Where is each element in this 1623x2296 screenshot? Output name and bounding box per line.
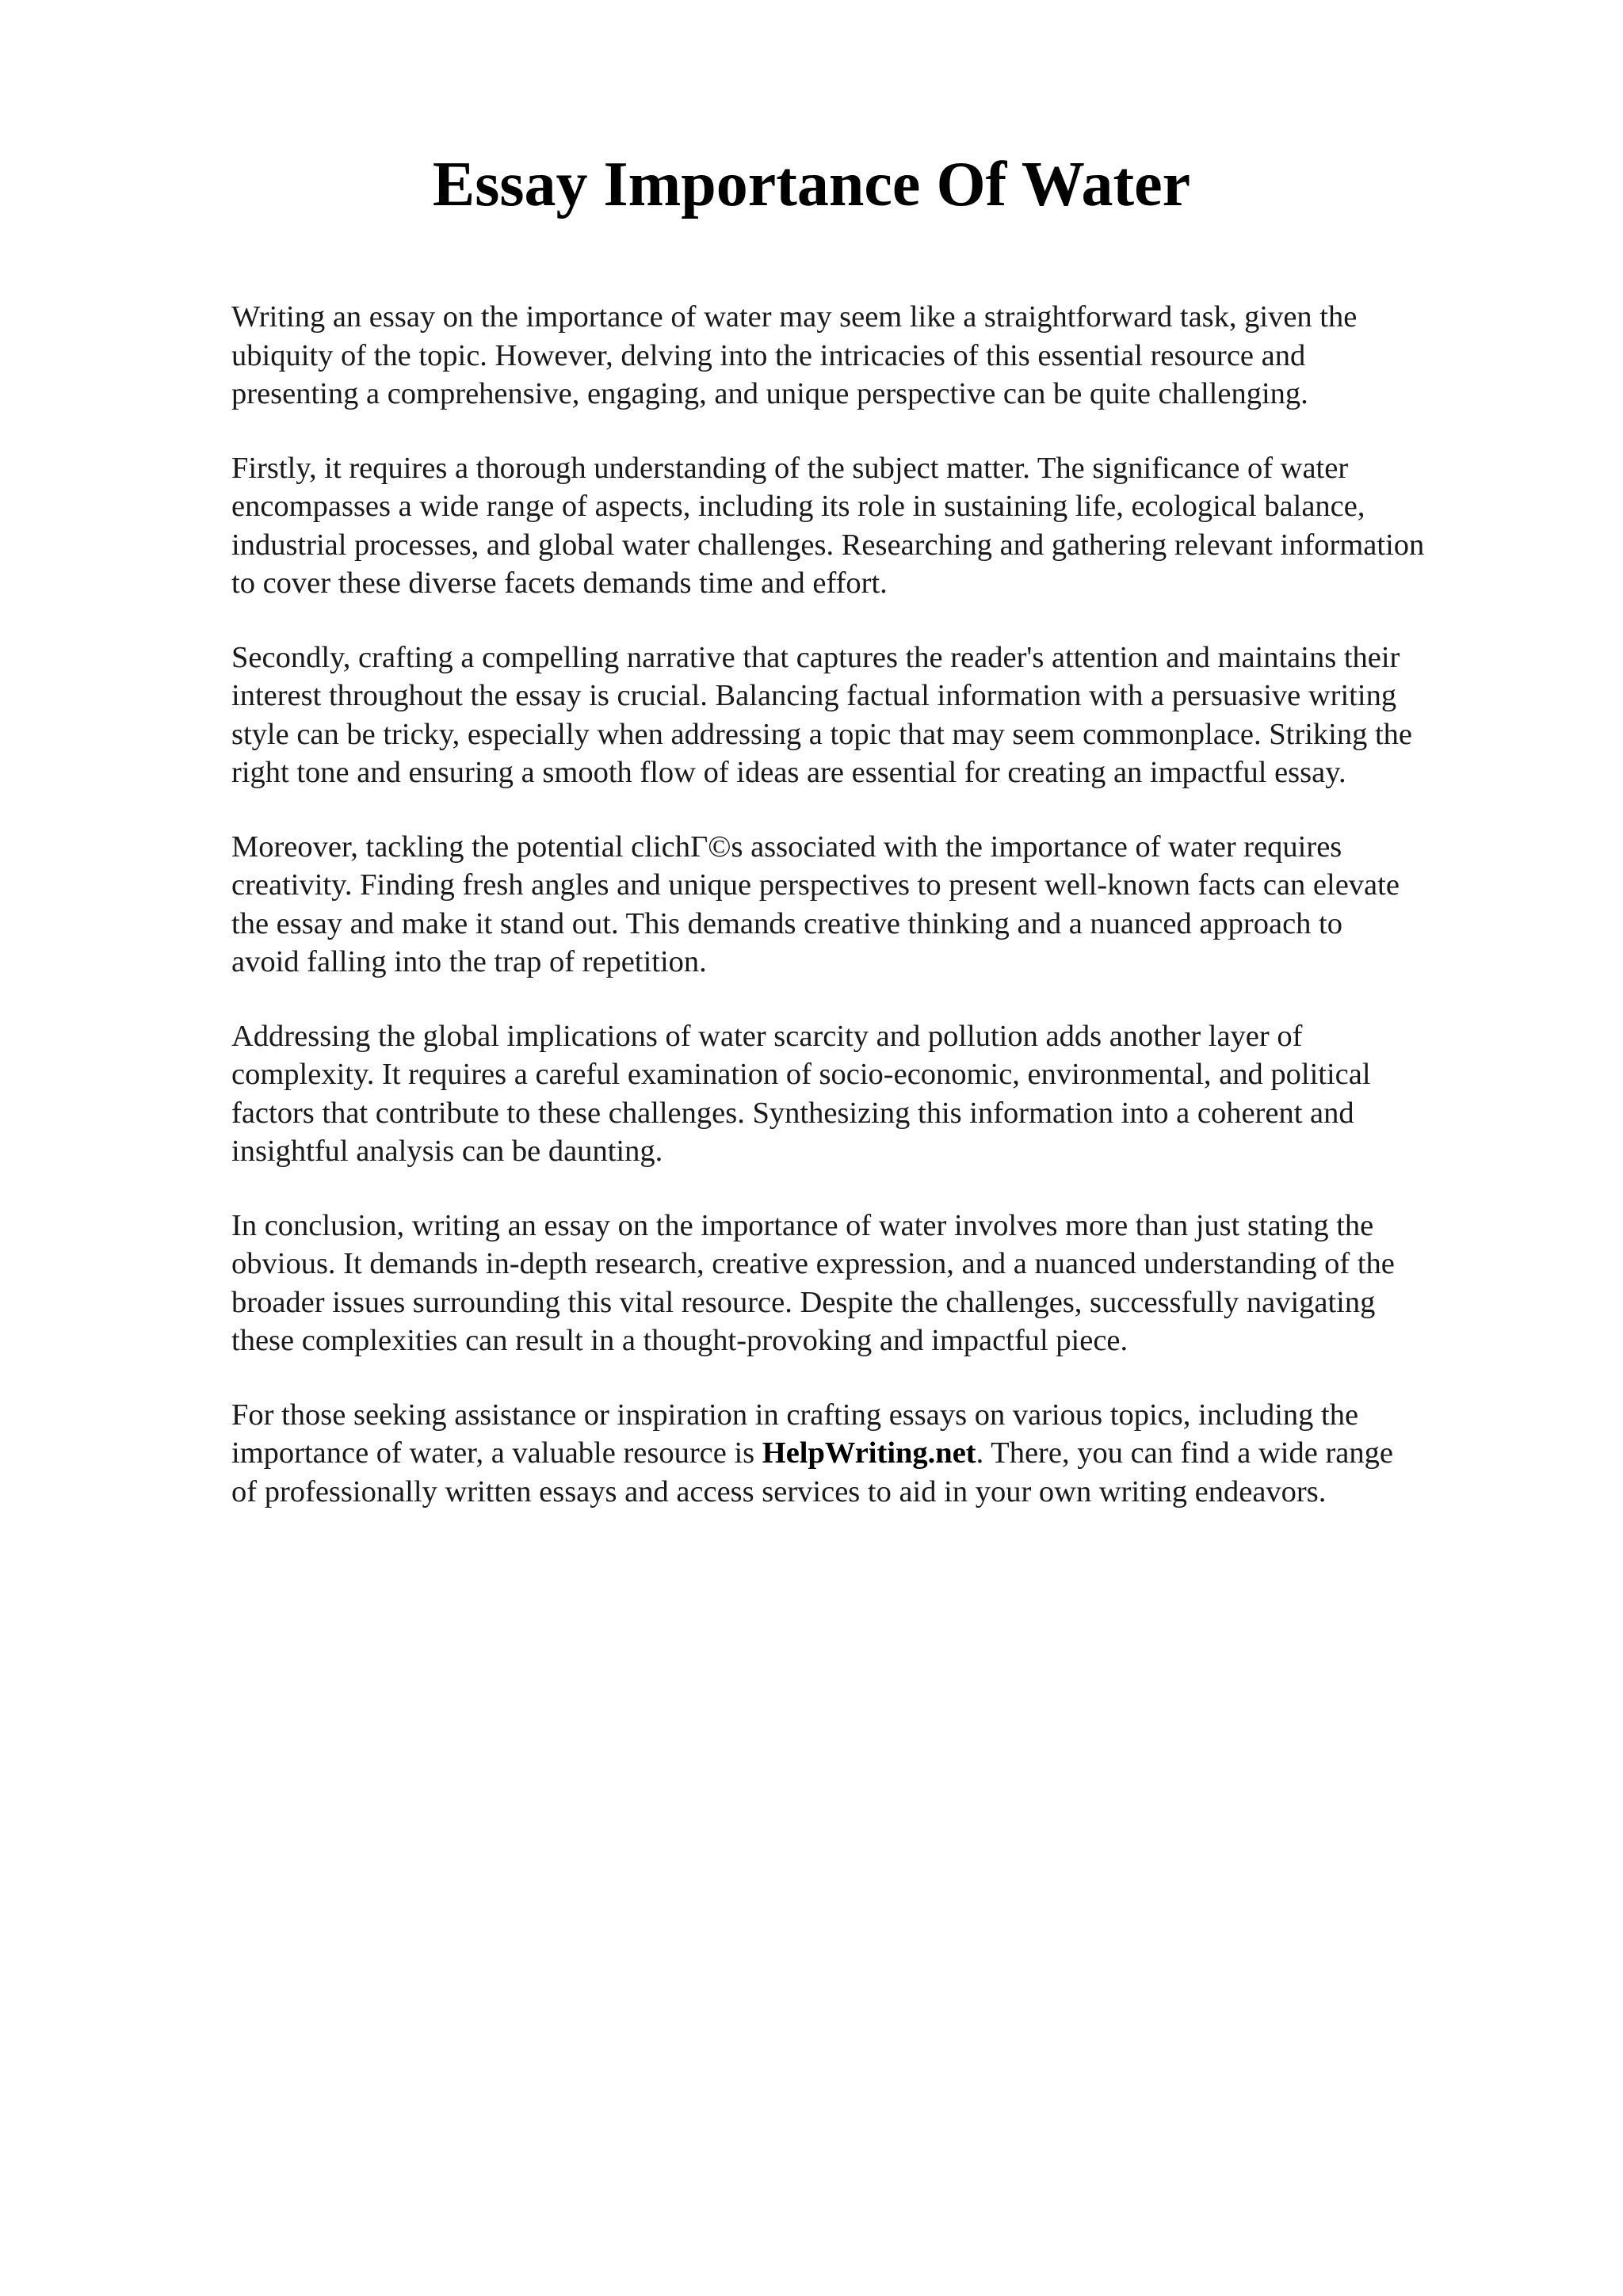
text-line: ubiquity of the topic. However, delving into the intricacies of this essential resource and bbox=[231, 338, 1306, 372]
paragraph-firstly bbox=[231, 449, 1531, 603]
helpwriting-link[interactable]: HelpWriting.net bbox=[762, 1436, 976, 1470]
text-line: obvious. It demands in-depth research, creative expression, and a nuanced understanding of the bbox=[231, 1247, 1395, 1280]
paragraph-global bbox=[231, 1017, 1531, 1171]
text-line: Secondly, crafting a compelling narrative that captures the reader's attention and maintains their bbox=[231, 640, 1400, 674]
text-line: complexity. It requires a careful examination of socio-economic, environmental, and political bbox=[231, 1058, 1371, 1091]
paragraph-secondly bbox=[231, 639, 1531, 792]
text-line: Addressing the global implications of water scarcity and pollution adds another layer of bbox=[231, 1019, 1303, 1053]
text-line: encompasses a wide range of aspects, including its role in sustaining life, ecological balance, bbox=[231, 490, 1365, 523]
page-title: Essay Importance Of Water bbox=[432, 150, 1191, 219]
text-line: industrial processes, and global water challenges. Researching and gathering relevant information bbox=[231, 528, 1425, 562]
text-line: insightful analysis can be daunting. bbox=[231, 1135, 663, 1168]
text-line: factors that contribute to these challenges. Synthesizing this information into a coherent and bbox=[231, 1096, 1354, 1130]
essay-body bbox=[231, 298, 1531, 1547]
text-line: style can be tricky, especially when addressing a topic that may seem commonplace. Striking the bbox=[231, 717, 1412, 751]
text-line: In conclusion, writing an essay on the importance of water involves more than just stating the bbox=[231, 1208, 1374, 1242]
text-line: Firstly, it requires a thorough understanding of the subject matter. The significance of water bbox=[231, 451, 1349, 485]
text-line: presenting a comprehensive, engaging, and unique perspective can be quite challenging. bbox=[231, 377, 1308, 410]
text-line: interest throughout the essay is crucial. Balancing factual information with a persuasive writing bbox=[231, 679, 1397, 712]
text-line: right tone and ensuring a smooth flow of ideas are essential for creating an impactful essay. bbox=[231, 756, 1346, 789]
paragraph-resource bbox=[231, 1396, 1531, 1512]
text-line: the essay and make it stand out. This demands creative thinking and a nuanced approach to bbox=[231, 906, 1342, 940]
paragraph-conclusion bbox=[231, 1207, 1531, 1360]
text-segment: . There, you can find a wide range bbox=[976, 1436, 1393, 1470]
text-line: Moreover, tackling the potential clichГ©s associated with the importance of water requires bbox=[231, 830, 1342, 864]
text-line bbox=[231, 1434, 1531, 1473]
text-line: creativity. Finding fresh angles and unique perspectives to present well-known facts can elevate bbox=[231, 868, 1400, 902]
text-line: avoid falling into the trap of repetition. bbox=[231, 945, 707, 978]
text-line: these complexities can result in a thought-provoking and impactful piece. bbox=[231, 1324, 1128, 1357]
text-line: to cover these diverse facets demands time and effort. bbox=[231, 566, 888, 600]
paragraph-intro bbox=[231, 298, 1531, 414]
paragraph-moreover bbox=[231, 828, 1531, 982]
text-segment: importance of water, a valuable resource is bbox=[231, 1436, 762, 1470]
text-line: Writing an essay on the importance of water may seem like a straightforward task, given the bbox=[231, 300, 1358, 334]
text-line: of professionally written essays and access services to aid in your own writing endeavors. bbox=[231, 1474, 1327, 1508]
text-line: broader issues surrounding this vital resource. Despite the challenges, successfully navigating bbox=[231, 1285, 1376, 1319]
text-line: For those seeking assistance or inspiration in crafting essays on various topics, including the bbox=[231, 1398, 1359, 1432]
